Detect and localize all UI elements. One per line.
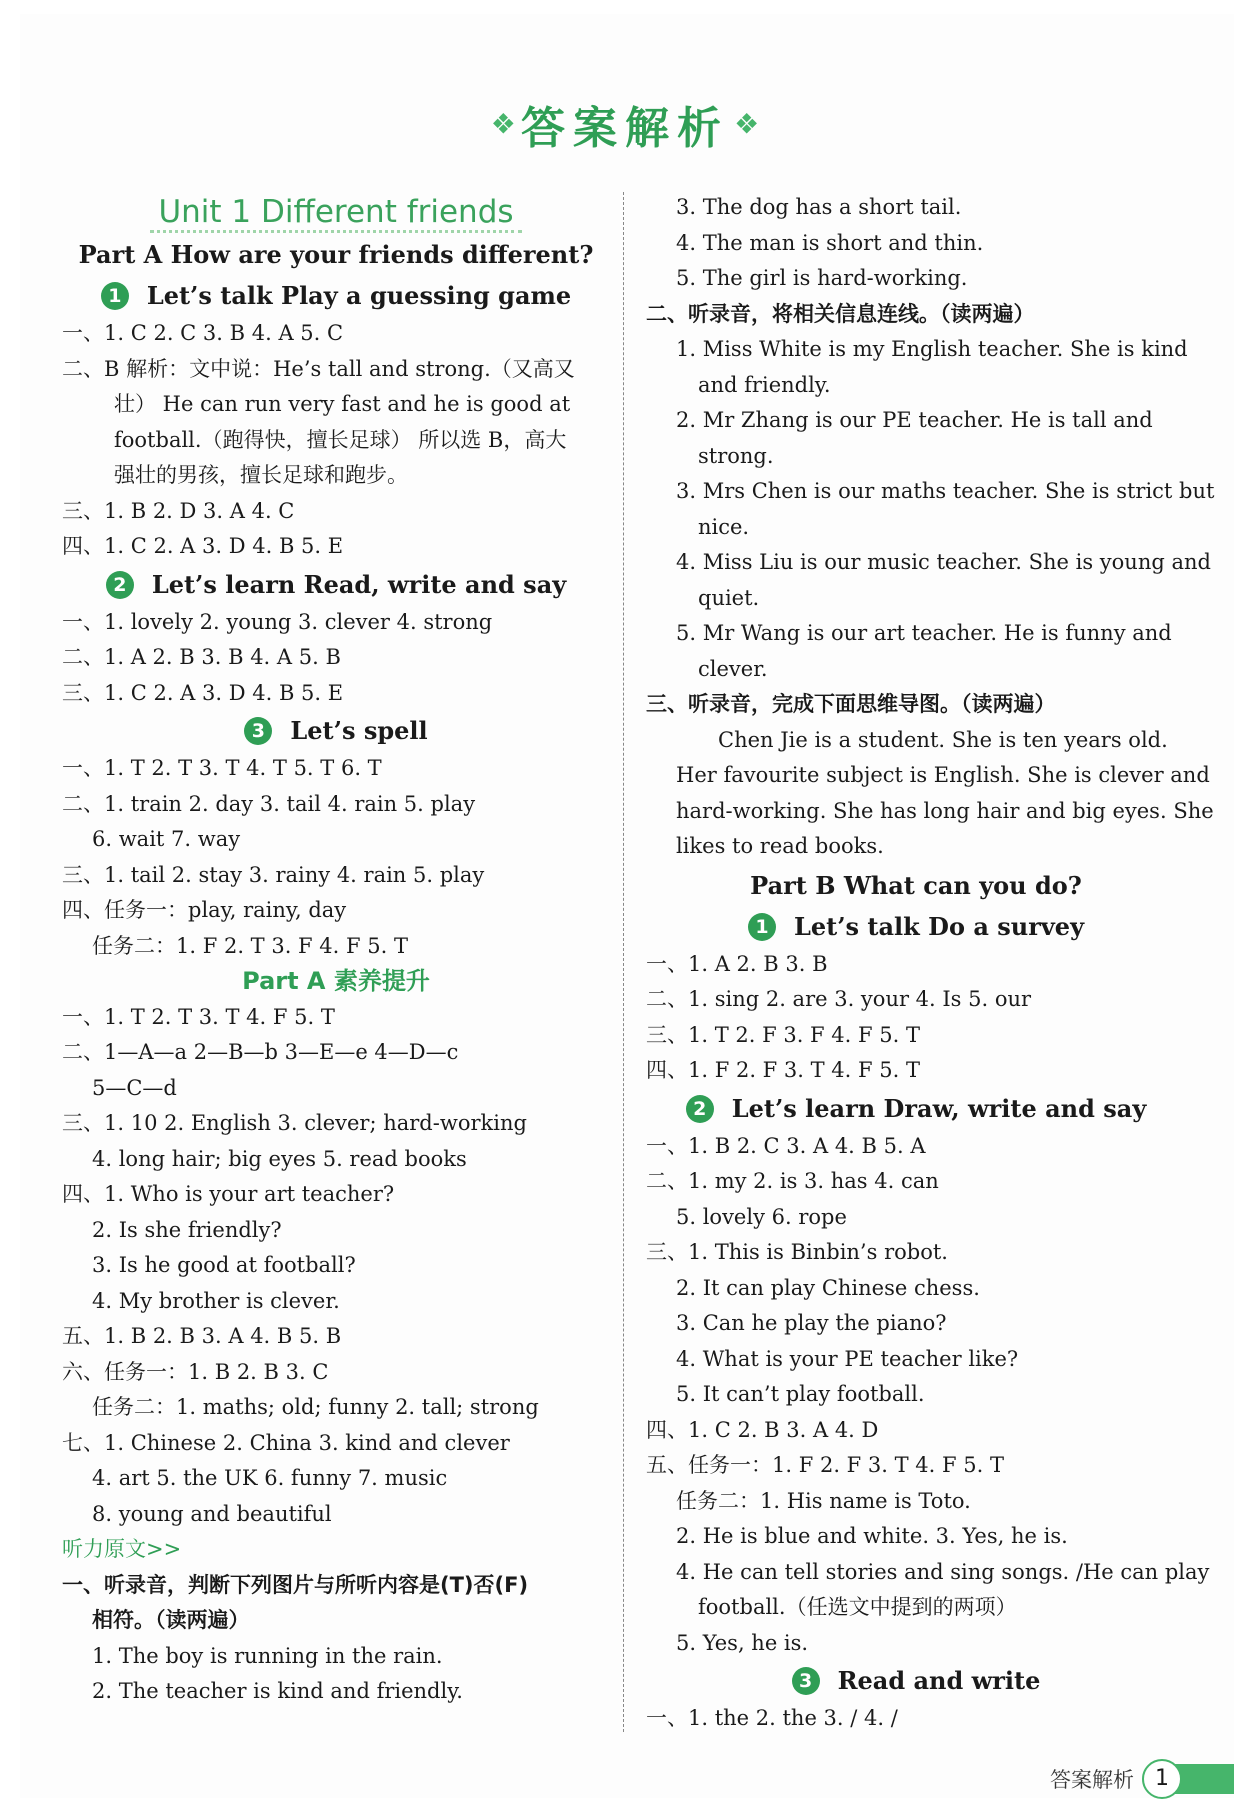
text: Chen Jie is a student. She is ten years old. <box>718 727 1168 752</box>
text: Read and write <box>837 1666 1041 1695</box>
text: 一、1. T 2. T 3. T 4. T 5. T 6. T <box>62 756 382 780</box>
answer-line <box>62 352 610 388</box>
text: 二、1—A—a 2—B—b 3—E—e 4—D—c <box>62 1040 459 1064</box>
answer-line <box>62 1284 610 1320</box>
text: Let’s talk Do a survey <box>793 911 1085 941</box>
answer-line <box>646 545 1211 581</box>
text: 二、听录音，将相关信息连线。（读两遍） <box>646 301 1035 326</box>
text: 4. Miss Liu is our music teacher. She is young and <box>676 550 1211 574</box>
answer-line <box>62 1674 610 1710</box>
answer-line <box>62 1142 610 1178</box>
text: 四、任务一：play, rainy, day <box>62 898 347 922</box>
text: 四、1. C 2. B 3. A 4. D <box>646 1417 879 1442</box>
unit-title <box>62 190 610 234</box>
answer-line <box>62 1177 610 1213</box>
text: Let’s spell <box>290 716 428 745</box>
lesson-heading <box>62 276 610 316</box>
listening-section-title <box>62 1568 610 1604</box>
answer-line <box>62 640 610 676</box>
text: 任务二：1. His name is Toto. <box>676 1488 971 1513</box>
text: Let’s learn Read, write and say <box>151 569 567 599</box>
answer-line <box>62 529 610 565</box>
text: 2. The teacher is kind and friendly. <box>92 1679 463 1703</box>
lesson-heading <box>646 1661 1186 1701</box>
answer-line <box>646 794 1214 830</box>
answer-line <box>62 1426 610 1462</box>
diamond-icon-right: ❖ <box>734 107 760 141</box>
page-number: 1 <box>1142 1759 1182 1799</box>
answer-line <box>62 1213 610 1249</box>
answer-line <box>62 787 610 823</box>
text: 四、1. F 2. F 3. T 4. F 5. T <box>646 1058 920 1082</box>
answer-line <box>62 1035 610 1071</box>
answer-line <box>646 829 1186 865</box>
answer-line <box>646 947 1186 983</box>
text: football.（任选文中提到的两项） <box>698 1595 1017 1619</box>
listening-section-title <box>646 297 1186 333</box>
answer-line <box>646 474 1215 510</box>
text: 4. art 5. the UK 6. funny 7. music <box>92 1466 448 1490</box>
part-heading <box>646 865 1186 907</box>
answer-line <box>646 510 1186 546</box>
answer-line <box>62 751 610 787</box>
text: 5. It can’t play football. <box>676 1382 925 1406</box>
answer-line <box>646 652 1186 688</box>
answer-line <box>646 1626 1186 1662</box>
text: Part A How are your friends different? <box>78 240 594 269</box>
answer-line <box>62 458 610 494</box>
answer-line <box>62 1000 610 1036</box>
footer-label: 答案解析 <box>1050 1768 1134 1792</box>
text: 4. My brother is clever. <box>92 1288 340 1313</box>
answer-line <box>62 423 610 459</box>
text: 三、1. 10 2. English 3. clever; hard-working <box>62 1111 527 1135</box>
lesson-number-badge: 1 <box>748 913 776 941</box>
text: hard-working. She has long hair and big eyes. She <box>676 798 1214 823</box>
text: 三、听录音，完成下面思维导图。（读两遍） <box>646 692 1056 716</box>
lesson-heading <box>646 1089 1186 1129</box>
text: 三、1. T 2. F 3. F 4. F 5. T <box>646 1022 920 1047</box>
answer-line <box>646 1701 1186 1737</box>
lesson-heading <box>646 907 1186 947</box>
text: 一、1. C 2. C 3. B 4. A 5. C <box>62 321 344 345</box>
text: 1. Miss White is my English teacher. She is kind <box>676 337 1188 361</box>
text: 三、1. tail 2. stay 3. rainy 4. rain 5. play <box>62 862 485 887</box>
lesson-number-badge: 2 <box>106 571 134 599</box>
answer-line <box>62 605 610 641</box>
answer-line <box>62 1390 610 1426</box>
text: clever. <box>698 656 768 681</box>
answer-line <box>646 1519 1186 1555</box>
answer-line <box>646 1129 1186 1165</box>
answer-line <box>646 1235 1186 1271</box>
text: 二、1. train 2. day 3. tail 4. rain 5. play <box>62 791 476 816</box>
text: 三、1. B 2. D 3. A 4. C <box>62 498 295 523</box>
text: 五、1. B 2. B 3. A 4. B 5. B <box>62 1324 342 1348</box>
text: nice. <box>698 514 750 539</box>
text: 一、1. the 2. the 3. / 4. / <box>646 1706 898 1730</box>
answer-line <box>646 1413 1186 1449</box>
answer-line <box>62 1248 610 1284</box>
text: 二、B 解析：文中说：He’s tall and strong.（又高又 <box>62 356 575 381</box>
text: 四、1. Who is your art teacher? <box>62 1182 395 1206</box>
answer-line <box>62 1106 610 1142</box>
text: 4. What is your PE teacher like? <box>676 1346 1019 1371</box>
answer-line <box>62 1461 610 1497</box>
answer-line <box>646 261 1186 297</box>
text: Let’s talk Play a guessing game <box>146 281 572 310</box>
answer-line <box>646 1053 1186 1089</box>
page-title: 答案解析 <box>521 103 729 154</box>
text: 二、1. my 2. is 3. has 4. can <box>646 1169 939 1193</box>
answer-line <box>62 387 610 423</box>
text: 任务二：1. F 2. T 3. F 4. F 5. T <box>92 933 408 958</box>
left-column <box>62 190 610 1710</box>
text: and friendly. <box>698 372 831 397</box>
lesson-heading <box>62 711 610 751</box>
text: quiet. <box>698 585 760 610</box>
text: 六、任务一：1. B 2. B 3. C <box>62 1359 329 1384</box>
text: 一、1. lovely 2. young 3. clever 4. strong <box>62 609 493 634</box>
answer-line <box>646 439 1186 475</box>
answer-line <box>62 1319 610 1355</box>
answer-line <box>62 822 610 858</box>
answer-line <box>646 1164 1186 1200</box>
listening-section-title <box>62 1603 610 1639</box>
text: Her favourite subject is English. She is clever and <box>676 763 1210 787</box>
text: 一、1. A 2. B 3. B <box>646 951 828 976</box>
right-column <box>646 190 1215 1737</box>
answer-line <box>646 190 1186 226</box>
answer-line <box>646 1271 1186 1307</box>
text: Let’s learn Draw, write and say <box>731 1093 1147 1123</box>
lesson-number-badge: 2 <box>686 1095 714 1123</box>
text: 2. Is she friendly? <box>92 1217 282 1242</box>
answer-line <box>62 1497 610 1533</box>
answer-line <box>646 1590 1186 1626</box>
listening-script-heading <box>62 1532 610 1568</box>
answer-line <box>646 332 1186 368</box>
text: 3. Can he play the piano? <box>676 1311 947 1335</box>
text: 壮） He can run very fast and he is good at <box>114 392 571 416</box>
unit-title-text: Unit 1 Different friends <box>150 194 521 233</box>
answer-line <box>646 1555 1210 1591</box>
answer-line <box>62 1071 610 1107</box>
text: 4. He can tell stories and sing songs. /He can play <box>676 1559 1210 1584</box>
text: 三、1. This is Binbin’s robot. <box>646 1240 948 1264</box>
text: 二、1. A 2. B 3. B 4. A 5. B <box>62 645 341 669</box>
text: 5. lovely 6. rope <box>676 1204 847 1229</box>
text: 8. young and beautiful <box>92 1501 332 1526</box>
text: 三、1. C 2. A 3. D 4. B 5. E <box>62 680 344 705</box>
page-header <box>0 92 1250 156</box>
text: 相符。（读两遍） <box>92 1608 250 1632</box>
text: 2. It can play Chinese chess. <box>676 1275 980 1300</box>
listening-section-title <box>646 687 1186 723</box>
answer-line <box>646 1200 1186 1236</box>
answer-line <box>646 581 1186 617</box>
answer-line <box>646 1484 1186 1520</box>
text: 3. Mrs Chen is our maths teacher. She is strict but <box>676 479 1215 503</box>
text: 5—C—d <box>92 1075 177 1100</box>
answer-line <box>62 929 610 965</box>
text: 5. Yes, he is. <box>676 1630 809 1655</box>
text: 5. The girl is hard-working. <box>676 266 968 290</box>
page-footer <box>1050 1759 1234 1799</box>
text: likes to read books. <box>676 834 884 858</box>
text: Part A 素养提升 <box>242 967 430 995</box>
text: 任务二：1. maths; old; funny 2. tall; strong <box>92 1395 539 1419</box>
text: 一、听录音，判断下列图片与所听内容是(T)否(F) <box>62 1572 529 1597</box>
section-heading <box>62 964 610 1000</box>
lesson-number-badge: 3 <box>244 717 272 745</box>
part-heading <box>62 234 610 276</box>
text: 3. Is he good at football? <box>92 1253 356 1277</box>
diamond-icon-left: ❖ <box>490 107 516 141</box>
lesson-number-badge: 1 <box>101 282 129 310</box>
answer-line <box>646 368 1186 404</box>
text: 5. Mr Wang is our art teacher. He is funny and <box>676 621 1172 645</box>
text: 七、1. Chinese 2. China 3. kind and clever <box>62 1430 510 1455</box>
answer-line <box>646 1306 1186 1342</box>
text: Part B What can you do? <box>750 870 1082 900</box>
answer-line <box>646 723 1186 759</box>
lesson-heading <box>62 565 610 605</box>
answer-line <box>62 1639 610 1675</box>
text: 2. Mr Zhang is our PE teacher. He is tall and <box>676 408 1153 432</box>
text: 1. The boy is running in the rain. <box>92 1643 443 1668</box>
text: 2. He is blue and white. 3. Yes, he is. <box>676 1524 1068 1548</box>
text: 二、1. sing 2. are 3. your 4. Is 5. our <box>646 987 1032 1011</box>
text: 4. The man is short and thin. <box>676 230 984 255</box>
answer-line <box>646 403 1186 439</box>
lesson-number-badge: 3 <box>792 1667 820 1695</box>
text: 3. The dog has a short tail. <box>676 195 962 219</box>
text: 一、1. T 2. T 3. T 4. F 5. T <box>62 1004 335 1029</box>
answer-line <box>646 1018 1186 1054</box>
text: football.（跑得快，擅长足球） 所以选 B，高大 <box>114 427 567 452</box>
answer-line <box>62 316 610 352</box>
answer-line <box>646 758 1210 794</box>
column-divider <box>623 192 624 1732</box>
text: 五、任务一：1. F 2. F 3. T 4. F 5. T <box>646 1453 1004 1477</box>
text: 四、1. C 2. A 3. D 4. B 5. E <box>62 534 344 558</box>
answer-line <box>646 1377 1186 1413</box>
answer-line <box>62 893 610 929</box>
answer-line <box>646 226 1186 262</box>
text: 一、1. B 2. C 3. A 4. B 5. A <box>646 1133 926 1158</box>
text: 听力原文>> <box>62 1537 182 1561</box>
answer-line <box>62 676 610 712</box>
answer-line <box>646 616 1186 652</box>
text: strong. <box>698 443 774 468</box>
text: 强壮的男孩，擅长足球和跑步。 <box>114 463 408 487</box>
answer-line <box>646 1342 1186 1378</box>
answer-line <box>646 1448 1186 1484</box>
answer-line <box>62 858 610 894</box>
answer-line <box>646 982 1186 1018</box>
text: 6. wait 7. way <box>92 827 241 851</box>
answer-line <box>62 1355 610 1391</box>
answer-line <box>62 494 610 530</box>
text: 4. long hair; big eyes 5. read books <box>92 1146 467 1171</box>
